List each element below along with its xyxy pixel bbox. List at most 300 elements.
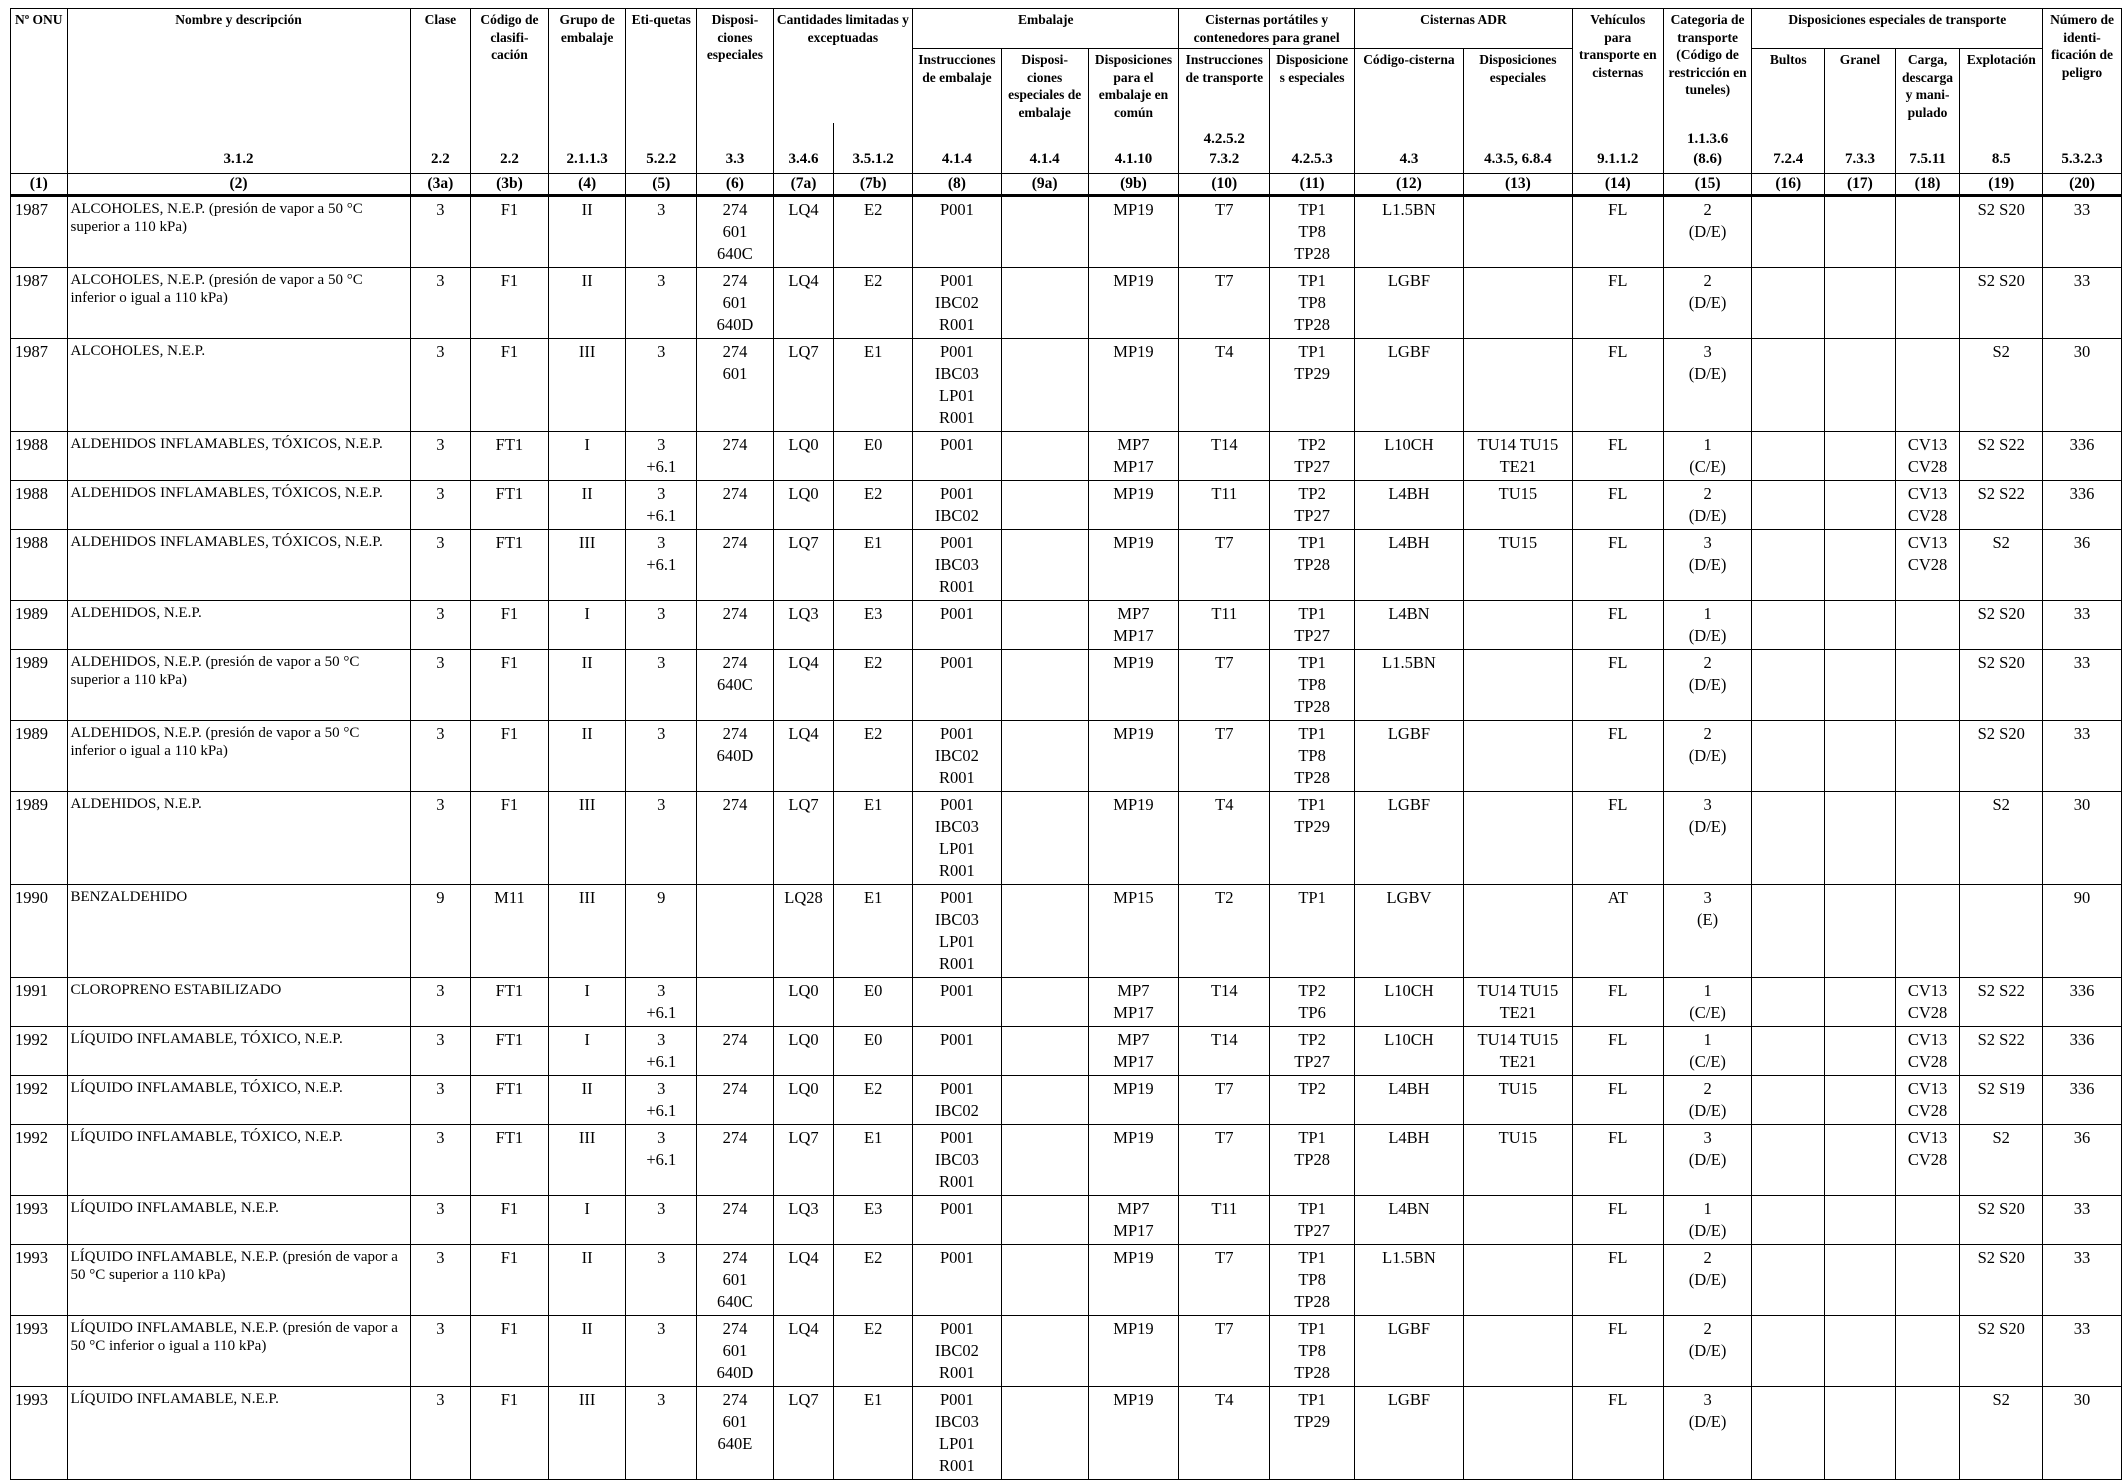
section-code-cell: 4.2.5.3 bbox=[1270, 123, 1355, 174]
table-cell: MP19 bbox=[1088, 792, 1179, 885]
table-cell: LQ7 bbox=[773, 530, 834, 601]
table-cell: 1 (D/E) bbox=[1663, 601, 1752, 650]
table-cell: 3 bbox=[626, 721, 697, 792]
table-cell: MP19 bbox=[1088, 1076, 1179, 1125]
table-cell bbox=[1463, 196, 1572, 268]
table-cell: LQ7 bbox=[773, 1125, 834, 1196]
table-cell: 336 bbox=[2043, 1027, 2122, 1076]
table-cell: 1 (C/E) bbox=[1663, 978, 1752, 1027]
table-cell bbox=[1752, 978, 1825, 1027]
column-number-cell: (16) bbox=[1752, 174, 1825, 196]
table-cell: 274 640D bbox=[697, 721, 774, 792]
table-cell: 3 bbox=[410, 1387, 471, 1480]
table-cell: 36 bbox=[2043, 1125, 2122, 1196]
table-cell: T7 bbox=[1179, 721, 1270, 792]
table-cell: P001 IBC03 R001 bbox=[913, 1125, 1002, 1196]
table-cell bbox=[1825, 1387, 1896, 1480]
table-cell bbox=[1463, 885, 1572, 978]
table-cell: M11 bbox=[471, 885, 549, 978]
section-code-cell: 3.5.1.2 bbox=[834, 123, 913, 174]
table-cell bbox=[1463, 1387, 1572, 1480]
substance-name-cell: ALDEHIDOS, N.E.P. (presión de vapor a 50 °C inferior o igual a 110 kPa) bbox=[67, 721, 410, 792]
table-cell: P001 IBC02 R001 bbox=[913, 721, 1002, 792]
table-cell: S2 S22 bbox=[1960, 432, 2043, 481]
table-cell: L4BN bbox=[1354, 601, 1463, 650]
table-cell: 3 bbox=[410, 1196, 471, 1245]
table-cell: E2 bbox=[834, 268, 913, 339]
table-cell: E1 bbox=[834, 530, 913, 601]
table-cell: 274 640C bbox=[697, 650, 774, 721]
table-cell: L4BH bbox=[1354, 1076, 1463, 1125]
table-row bbox=[11, 1387, 2122, 1480]
table-cell: S2 S20 bbox=[1960, 1196, 2043, 1245]
table-cell: 2 (D/E) bbox=[1663, 268, 1752, 339]
header-grupo: Grupo de embalaje bbox=[548, 9, 626, 124]
table-cell: S2 S20 bbox=[1960, 268, 2043, 339]
table-cell: S2 bbox=[1960, 530, 2043, 601]
table-cell: T7 bbox=[1179, 1125, 1270, 1196]
table-cell: E3 bbox=[834, 601, 913, 650]
table-cell: II bbox=[548, 481, 626, 530]
table-cell: 274 601 640C bbox=[697, 1245, 774, 1316]
table-cell: S2 S22 bbox=[1960, 978, 2043, 1027]
table-cell: LQ0 bbox=[773, 1027, 834, 1076]
table-cell: 3 bbox=[410, 339, 471, 432]
table-cell: 3 +6.1 bbox=[626, 1125, 697, 1196]
table-cell bbox=[1001, 1027, 1088, 1076]
table-cell: TU14 TU15 TE21 bbox=[1463, 978, 1572, 1027]
table-cell: 1 (C/E) bbox=[1663, 432, 1752, 481]
table-cell: F1 bbox=[471, 268, 549, 339]
column-number-cell: (11) bbox=[1270, 174, 1355, 196]
column-number-cell: (12) bbox=[1354, 174, 1463, 196]
table-cell: FL bbox=[1572, 978, 1663, 1027]
table-cell bbox=[1895, 1196, 1960, 1245]
table-cell: 3 bbox=[626, 196, 697, 268]
table-cell: F1 bbox=[471, 792, 549, 885]
table-cell bbox=[1895, 196, 1960, 268]
table-row bbox=[11, 792, 2122, 885]
table-cell bbox=[1752, 1387, 1825, 1480]
table-cell: MP19 bbox=[1088, 1387, 1179, 1480]
table-cell: S2 S20 bbox=[1960, 721, 2043, 792]
header-cantidades: Cantidades limitadas y exceptuadas bbox=[773, 9, 912, 124]
table-cell: FL bbox=[1572, 268, 1663, 339]
table-cell bbox=[1001, 1245, 1088, 1316]
table-cell bbox=[1463, 792, 1572, 885]
table-cell: 336 bbox=[2043, 432, 2122, 481]
table-cell: 3 bbox=[410, 481, 471, 530]
column-number-cell: (7a) bbox=[773, 174, 834, 196]
onu-number-cell: 1989 bbox=[11, 601, 68, 650]
table-cell: P001 bbox=[913, 1245, 1002, 1316]
table-cell: 33 bbox=[2043, 1196, 2122, 1245]
table-cell bbox=[1825, 196, 1896, 268]
table-cell bbox=[1825, 1125, 1896, 1196]
table-cell bbox=[1001, 268, 1088, 339]
section-code-cell: 3.1.2 bbox=[67, 123, 410, 174]
table-cell bbox=[1001, 530, 1088, 601]
table-cell bbox=[1463, 268, 1572, 339]
table-cell: 336 bbox=[2043, 481, 2122, 530]
table-cell: LQ0 bbox=[773, 481, 834, 530]
table-cell bbox=[1463, 1245, 1572, 1316]
table-cell: E2 bbox=[834, 650, 913, 721]
table-cell: 2 (D/E) bbox=[1663, 1245, 1752, 1316]
table-cell bbox=[1001, 1316, 1088, 1387]
table-cell: L4BN bbox=[1354, 1196, 1463, 1245]
header-disp-esp-embalaje: Disposi-ciones especiales de embalaje bbox=[1001, 49, 1088, 124]
table-cell: 3 bbox=[626, 792, 697, 885]
table-cell: 3 (E) bbox=[1663, 885, 1752, 978]
table-cell: 2 (D/E) bbox=[1663, 1076, 1752, 1125]
table-cell: L4BH bbox=[1354, 530, 1463, 601]
substance-name-cell: ALDEHIDOS, N.E.P. bbox=[67, 792, 410, 885]
table-cell: III bbox=[548, 1125, 626, 1196]
table-cell: 3 +6.1 bbox=[626, 1076, 697, 1125]
table-cell: 274 601 640E bbox=[697, 1387, 774, 1480]
table-cell bbox=[1463, 650, 1572, 721]
table-cell: II bbox=[548, 1076, 626, 1125]
section-code-cell: 4.3 bbox=[1354, 123, 1463, 174]
table-cell: T7 bbox=[1179, 1245, 1270, 1316]
table-cell: S2 S20 bbox=[1960, 650, 2043, 721]
table-row bbox=[11, 1125, 2122, 1196]
header-cisternas-adr: Cisternas ADR bbox=[1354, 9, 1572, 49]
table-cell: 33 bbox=[2043, 650, 2122, 721]
table-cell: LQ7 bbox=[773, 792, 834, 885]
table-cell: 3 bbox=[410, 650, 471, 721]
table-cell: P001 bbox=[913, 978, 1002, 1027]
section-code-row bbox=[11, 123, 2122, 174]
table-cell bbox=[697, 885, 774, 978]
table-cell: E0 bbox=[834, 432, 913, 481]
table-cell: FL bbox=[1572, 721, 1663, 792]
table-cell: 3 bbox=[626, 650, 697, 721]
table-cell: I bbox=[548, 601, 626, 650]
header-peligro: Número de identi-ficación de peligro bbox=[2043, 9, 2122, 124]
table-cell: 3 bbox=[626, 268, 697, 339]
section-code-cell: 5.3.2.3 bbox=[2043, 123, 2122, 174]
column-number-cell: (4) bbox=[548, 174, 626, 196]
table-cell: 3 bbox=[410, 978, 471, 1027]
table-row bbox=[11, 885, 2122, 978]
table-cell bbox=[1895, 1245, 1960, 1316]
table-cell bbox=[1752, 268, 1825, 339]
table-cell: FL bbox=[1572, 1125, 1663, 1196]
header-codigo: Código de clasifi-cación bbox=[471, 9, 549, 124]
table-cell: FL bbox=[1572, 601, 1663, 650]
table-cell: P001 IBC03 LP01 R001 bbox=[913, 885, 1002, 978]
column-number-cell: (15) bbox=[1663, 174, 1752, 196]
table-cell: P001 IBC03 LP01 R001 bbox=[913, 1387, 1002, 1480]
header-granel: Granel bbox=[1825, 49, 1896, 124]
table-cell: LGBF bbox=[1354, 792, 1463, 885]
table-cell: E0 bbox=[834, 978, 913, 1027]
table-cell bbox=[1001, 1125, 1088, 1196]
substance-name-cell: ALDEHIDOS INFLAMABLES, TÓXICOS, N.E.P. bbox=[67, 530, 410, 601]
table-cell: 3 (D/E) bbox=[1663, 530, 1752, 601]
table-cell: TP2 TP27 bbox=[1270, 432, 1355, 481]
table-cell: AT bbox=[1572, 885, 1663, 978]
table-cell: FL bbox=[1572, 196, 1663, 268]
substance-name-cell: LÍQUIDO INFLAMABLE, N.E.P. bbox=[67, 1196, 410, 1245]
table-cell: P001 bbox=[913, 196, 1002, 268]
table-cell bbox=[1895, 1316, 1960, 1387]
table-cell: E2 bbox=[834, 196, 913, 268]
onu-number-cell: 1987 bbox=[11, 196, 68, 268]
table-cell bbox=[1825, 1316, 1896, 1387]
table-cell: TU15 bbox=[1463, 1125, 1572, 1196]
table-cell: CV13 CV28 bbox=[1895, 432, 1960, 481]
section-code-cell: 8.5 bbox=[1960, 123, 2043, 174]
table-cell: 2 (D/E) bbox=[1663, 1316, 1752, 1387]
table-cell bbox=[1895, 268, 1960, 339]
section-code-cell: 3.4.6 bbox=[773, 123, 834, 174]
onu-number-cell: 1988 bbox=[11, 432, 68, 481]
column-number-cell: (9a) bbox=[1001, 174, 1088, 196]
table-cell: TP1 bbox=[1270, 885, 1355, 978]
dangerous-goods-table-container bbox=[10, 8, 2122, 1480]
table-cell: E2 bbox=[834, 1245, 913, 1316]
header-disp-esp-cisternas: Disposicione s especiales bbox=[1270, 49, 1355, 124]
table-cell: 274 bbox=[697, 481, 774, 530]
table-cell: P001 bbox=[913, 432, 1002, 481]
table-cell: LQ28 bbox=[773, 885, 834, 978]
table-cell: 33 bbox=[2043, 268, 2122, 339]
onu-number-cell: 1991 bbox=[11, 978, 68, 1027]
substance-name-cell: LÍQUIDO INFLAMABLE, TÓXICO, N.E.P. bbox=[67, 1076, 410, 1125]
section-code-cell: 4.1.4 bbox=[913, 123, 1002, 174]
header-instr-embalaje: Instrucciones de embalaje bbox=[913, 49, 1002, 124]
table-cell: P001 IBC03 LP01 R001 bbox=[913, 339, 1002, 432]
table-cell: 33 bbox=[2043, 721, 2122, 792]
table-cell: 3 +6.1 bbox=[626, 481, 697, 530]
table-cell bbox=[1825, 1196, 1896, 1245]
table-cell: LQ4 bbox=[773, 268, 834, 339]
header-explotacion: Explotación bbox=[1960, 49, 2043, 124]
table-row bbox=[11, 530, 2122, 601]
table-cell: T11 bbox=[1179, 1196, 1270, 1245]
table-cell: P001 IBC03 LP01 R001 bbox=[913, 792, 1002, 885]
table-cell: CV13 CV28 bbox=[1895, 1076, 1960, 1125]
table-cell: F1 bbox=[471, 650, 549, 721]
table-cell: 3 bbox=[626, 339, 697, 432]
column-number-cell: (19) bbox=[1960, 174, 2043, 196]
table-cell: T4 bbox=[1179, 792, 1270, 885]
table-cell: TP1 TP29 bbox=[1270, 1387, 1355, 1480]
table-cell: TP1 TP29 bbox=[1270, 792, 1355, 885]
table-cell: 274 bbox=[697, 1027, 774, 1076]
table-cell: III bbox=[548, 1387, 626, 1480]
table-cell: L1.5BN bbox=[1354, 650, 1463, 721]
table-cell: F1 bbox=[471, 601, 549, 650]
column-number-cell: (5) bbox=[626, 174, 697, 196]
table-row bbox=[11, 481, 2122, 530]
table-cell: 30 bbox=[2043, 1387, 2122, 1480]
table-cell: CV13 CV28 bbox=[1895, 1125, 1960, 1196]
table-cell bbox=[1825, 1027, 1896, 1076]
column-number-cell: (2) bbox=[67, 174, 410, 196]
table-cell: TU15 bbox=[1463, 1076, 1572, 1125]
table-cell bbox=[1825, 1076, 1896, 1125]
table-cell: FL bbox=[1572, 481, 1663, 530]
table-row bbox=[11, 1027, 2122, 1076]
onu-number-cell: 1993 bbox=[11, 1316, 68, 1387]
table-cell: 3 bbox=[626, 601, 697, 650]
substance-name-cell: LÍQUIDO INFLAMABLE, N.E.P. (presión de vapor a 50 °C inferior o igual a 110 kPa) bbox=[67, 1316, 410, 1387]
table-cell: FL bbox=[1572, 530, 1663, 601]
substance-name-cell: LÍQUIDO INFLAMABLE, TÓXICO, N.E.P. bbox=[67, 1125, 410, 1196]
table-cell: MP7 MP17 bbox=[1088, 1027, 1179, 1076]
table-cell: TP1 TP8 TP28 bbox=[1270, 721, 1355, 792]
header-categoria: Categoria de transporte (Código de restricción en tuneles) bbox=[1663, 9, 1752, 124]
onu-number-cell: 1992 bbox=[11, 1125, 68, 1196]
table-cell: II bbox=[548, 1245, 626, 1316]
table-cell bbox=[1752, 1027, 1825, 1076]
table-cell bbox=[1825, 339, 1896, 432]
table-cell: T7 bbox=[1179, 530, 1270, 601]
table-row bbox=[11, 268, 2122, 339]
substance-name-cell: LÍQUIDO INFLAMABLE, N.E.P. bbox=[67, 1387, 410, 1480]
table-cell: 274 bbox=[697, 432, 774, 481]
table-cell: T7 bbox=[1179, 650, 1270, 721]
table-cell: FL bbox=[1572, 1076, 1663, 1125]
column-number-cell: (9b) bbox=[1088, 174, 1179, 196]
table-cell bbox=[1001, 1387, 1088, 1480]
table-cell bbox=[1825, 601, 1896, 650]
table-cell: MP19 bbox=[1088, 1316, 1179, 1387]
table-cell: 274 bbox=[697, 1196, 774, 1245]
table-cell: FL bbox=[1572, 432, 1663, 481]
header-vehiculos: Vehículos para transporte en cisternas bbox=[1572, 9, 1663, 124]
table-cell: P001 IBC02 R001 bbox=[913, 1316, 1002, 1387]
column-number-cell: (18) bbox=[1895, 174, 1960, 196]
table-cell: FL bbox=[1572, 1316, 1663, 1387]
table-cell: S2 bbox=[1960, 792, 2043, 885]
table-cell: LQ0 bbox=[773, 1076, 834, 1125]
column-number-cell: (13) bbox=[1463, 174, 1572, 196]
table-cell: P001 IBC02 bbox=[913, 481, 1002, 530]
table-cell: T14 bbox=[1179, 1027, 1270, 1076]
table-cell bbox=[1463, 1196, 1572, 1245]
table-cell: TU15 bbox=[1463, 530, 1572, 601]
table-cell: 2 (D/E) bbox=[1663, 196, 1752, 268]
section-code-cell: 2.2 bbox=[471, 123, 549, 174]
table-cell bbox=[697, 978, 774, 1027]
table-cell: TP1 TP28 bbox=[1270, 530, 1355, 601]
header-disp-transporte: Disposiciones especiales de transporte bbox=[1752, 9, 2043, 49]
table-cell bbox=[1001, 792, 1088, 885]
table-cell bbox=[1463, 339, 1572, 432]
table-cell: 3 bbox=[626, 1387, 697, 1480]
table-cell: LQ4 bbox=[773, 721, 834, 792]
table-cell: S2 S20 bbox=[1960, 601, 2043, 650]
table-cell: I bbox=[548, 1027, 626, 1076]
column-number-cell: (3a) bbox=[410, 174, 471, 196]
table-cell: LQ7 bbox=[773, 1387, 834, 1480]
section-code-cell: 9.1.1.2 bbox=[1572, 123, 1663, 174]
table-cell: E1 bbox=[834, 1387, 913, 1480]
table-cell: 274 bbox=[697, 601, 774, 650]
table-cell: T7 bbox=[1179, 196, 1270, 268]
table-cell: MP19 bbox=[1088, 1245, 1179, 1316]
table-cell: LQ3 bbox=[773, 1196, 834, 1245]
table-cell bbox=[1001, 978, 1088, 1027]
onu-number-cell: 1989 bbox=[11, 721, 68, 792]
table-cell: MP19 bbox=[1088, 268, 1179, 339]
table-cell: 3 (D/E) bbox=[1663, 1387, 1752, 1480]
table-cell: III bbox=[548, 885, 626, 978]
table-cell: FL bbox=[1572, 650, 1663, 721]
table-cell: MP19 bbox=[1088, 481, 1179, 530]
section-code-cell: 1.1.3.6 (8.6) bbox=[1663, 123, 1752, 174]
header-codigo-cisterna: Código-cisterna bbox=[1354, 49, 1463, 124]
table-cell: 3 bbox=[410, 1316, 471, 1387]
table-cell bbox=[1752, 601, 1825, 650]
table-cell: T14 bbox=[1179, 432, 1270, 481]
table-cell: 274 601 bbox=[697, 339, 774, 432]
table-cell: MP7 MP17 bbox=[1088, 601, 1179, 650]
table-cell: II bbox=[548, 196, 626, 268]
table-cell: LGBF bbox=[1354, 1387, 1463, 1480]
table-cell: MP19 bbox=[1088, 530, 1179, 601]
table-cell: FL bbox=[1572, 1027, 1663, 1076]
table-cell: TP1 TP8 TP28 bbox=[1270, 1245, 1355, 1316]
section-code-cell bbox=[11, 123, 68, 174]
table-cell: E2 bbox=[834, 721, 913, 792]
table-cell: 336 bbox=[2043, 978, 2122, 1027]
table-cell: LQ4 bbox=[773, 1245, 834, 1316]
table-cell: 274 bbox=[697, 792, 774, 885]
table-cell: 90 bbox=[2043, 885, 2122, 978]
table-cell: 3 (D/E) bbox=[1663, 339, 1752, 432]
table-cell: T4 bbox=[1179, 1387, 1270, 1480]
table-cell: 1 (C/E) bbox=[1663, 1027, 1752, 1076]
substance-name-cell: ALCOHOLES, N.E.P. (presión de vapor a 50 °C superior a 110 kPa) bbox=[67, 196, 410, 268]
table-cell: L10CH bbox=[1354, 432, 1463, 481]
table-cell: 3 bbox=[626, 1316, 697, 1387]
table-cell: II bbox=[548, 650, 626, 721]
table-cell: 3 bbox=[410, 1125, 471, 1196]
table-cell: 36 bbox=[2043, 530, 2122, 601]
table-cell: P001 IBC02 bbox=[913, 1076, 1002, 1125]
table-cell: 274 bbox=[697, 1125, 774, 1196]
table-cell: TP2 TP6 bbox=[1270, 978, 1355, 1027]
column-number-cell: (10) bbox=[1179, 174, 1270, 196]
table-cell: TP1 TP27 bbox=[1270, 601, 1355, 650]
table-cell: TP1 TP8 TP28 bbox=[1270, 268, 1355, 339]
column-number-cell: (1) bbox=[11, 174, 68, 196]
table-cell: F1 bbox=[471, 1245, 549, 1316]
table-cell bbox=[1825, 721, 1896, 792]
onu-number-cell: 1993 bbox=[11, 1196, 68, 1245]
table-cell bbox=[1825, 1245, 1896, 1316]
table-cell bbox=[1001, 196, 1088, 268]
table-cell: MP7 MP17 bbox=[1088, 978, 1179, 1027]
table-cell: 3 bbox=[410, 601, 471, 650]
table-cell: T11 bbox=[1179, 481, 1270, 530]
table-cell: F1 bbox=[471, 196, 549, 268]
table-cell: 3 +6.1 bbox=[626, 1027, 697, 1076]
table-cell: E1 bbox=[834, 792, 913, 885]
table-cell: 3 +6.1 bbox=[626, 978, 697, 1027]
table-cell: S2 S22 bbox=[1960, 481, 2043, 530]
onu-number-cell: 1992 bbox=[11, 1027, 68, 1076]
table-cell: LQ4 bbox=[773, 196, 834, 268]
table-cell: FT1 bbox=[471, 978, 549, 1027]
table-cell: LQ0 bbox=[773, 978, 834, 1027]
